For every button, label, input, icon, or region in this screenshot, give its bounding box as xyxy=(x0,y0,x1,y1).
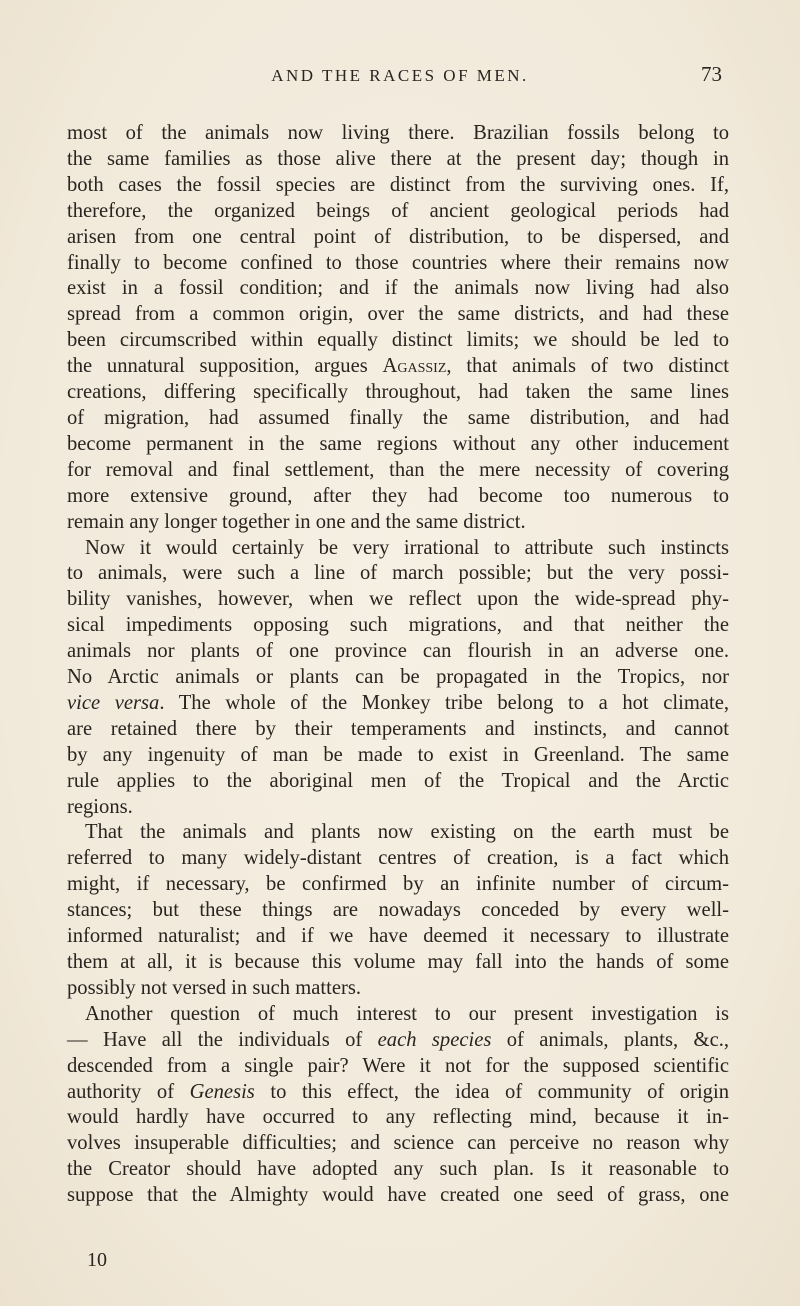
text-line: stances; but these things are nowadays conceded by every well- xyxy=(67,899,729,922)
text-line: would hardly have occurred to any reflecting mind, because it in- xyxy=(67,1106,729,1129)
text-line: the same families as those alive there at the present day; though in xyxy=(67,147,729,170)
text-line: of migration, had assumed finally the same distribution, and had xyxy=(67,406,729,429)
text-line: volves insuperable difficulties; and science can perceive no reason why xyxy=(67,1132,729,1155)
text-line: are retained there by their temperaments and instincts, and cannot xyxy=(67,717,729,740)
text-line: them at all, it is because this volume may fall into the hands of some xyxy=(67,951,729,973)
text-line: descended from a single pair? Were it not for the supposed scientific xyxy=(67,1054,729,1077)
paragraph xyxy=(67,121,729,536)
text-line: by any ingenuity of man be made to exist in Greenland. The same xyxy=(67,743,729,766)
paragraph xyxy=(67,1002,729,1209)
text-line: vice versa. The whole of the Monkey tribe belong to a hot climate, xyxy=(67,691,729,714)
text-line: arisen from one central point of distribution, to be dispersed, and xyxy=(67,225,729,248)
running-head xyxy=(0,64,800,94)
text-line: might, if necessary, be confirmed by an infinite number of circum- xyxy=(67,873,729,896)
text-line: therefore, the organized beings of ancient geological periods had xyxy=(67,199,729,222)
text-line: bility vanishes, however, when we reflect upon the wide-spread phy- xyxy=(67,588,729,611)
text-line: possibly not versed in such matters. xyxy=(67,976,361,999)
text-line: Another question of much interest to our present investigation is xyxy=(85,1002,729,1025)
text-line: most of the animals now living there. Brazilian fossils belong to xyxy=(67,122,729,144)
body-text xyxy=(67,121,729,1209)
text-line: animals nor plants of one province can flourish in an adverse one. xyxy=(67,640,729,663)
signature-mark: 10 xyxy=(87,1249,107,1271)
italic-phrase: vice versa xyxy=(67,691,160,714)
text-line: become permanent in the same regions without any other inducement xyxy=(67,432,729,455)
italic-phrase: each species xyxy=(377,1028,492,1051)
text-line: finally to become confined to those countries where their remains now xyxy=(67,251,729,274)
text-line: rule applies to the aboriginal men of the Tropical and the Arctic xyxy=(67,769,729,792)
text-line: No Arctic animals or plants can be propagated in the Tropics, nor xyxy=(67,666,729,689)
text-line: That the animals and plants now existing on the earth must be xyxy=(85,821,729,844)
text-line: to animals, were such a line of march possible; but the very possi- xyxy=(67,562,729,585)
text-line: — Have all the individuals of each species of animals, plants, &c., xyxy=(67,1028,730,1051)
paragraph xyxy=(67,820,729,1001)
text-line: creations, differing specifically throughout, had taken the same lines xyxy=(67,381,729,404)
text-line: sical impediments opposing such migrations, and that neither the xyxy=(67,614,729,637)
text-line: suppose that the Almighty would have created one seed of grass, one xyxy=(67,1184,729,1207)
text-line: remain any longer together in one and the same district. xyxy=(67,510,526,533)
text-line: the unnatural supposition, argues Agassiz, that animals of two distinct xyxy=(67,355,730,378)
author-name: Agassiz xyxy=(382,355,447,378)
running-title: AND THE RACES OF MEN. xyxy=(271,66,529,85)
text-line: referred to many widely-distant centres of creation, is a fact which xyxy=(67,847,729,870)
text-line: spread from a common origin, over the same districts, and had these xyxy=(67,303,729,326)
text-line: informed naturalist; and if we have deemed it necessary to illustrate xyxy=(67,925,729,948)
italic-phrase: Genesis xyxy=(189,1080,255,1103)
text-line: the Creator should have adopted any such plan. Is it reasonable to xyxy=(67,1158,729,1181)
text-line: Now it would certainly be very irrational to attribute such instincts xyxy=(85,536,729,559)
paragraph xyxy=(67,536,729,821)
text-line: been circumscribed within equally distinct limits; we should be led to xyxy=(67,329,729,352)
page-number: 73 xyxy=(701,62,722,86)
text-line: authority of Genesis to this effect, the idea of community of origin xyxy=(67,1080,729,1103)
text-line: both cases the fossil species are distinct from the surviving ones. If, xyxy=(67,173,729,196)
text-line: exist in a fossil condition; and if the animals now living had also xyxy=(67,277,729,300)
text-line: for removal and final settlement, than the mere necessity of covering xyxy=(67,458,729,481)
text-line: regions. xyxy=(67,795,133,818)
text-line: more extensive ground, after they had become too numerous to xyxy=(67,484,729,507)
